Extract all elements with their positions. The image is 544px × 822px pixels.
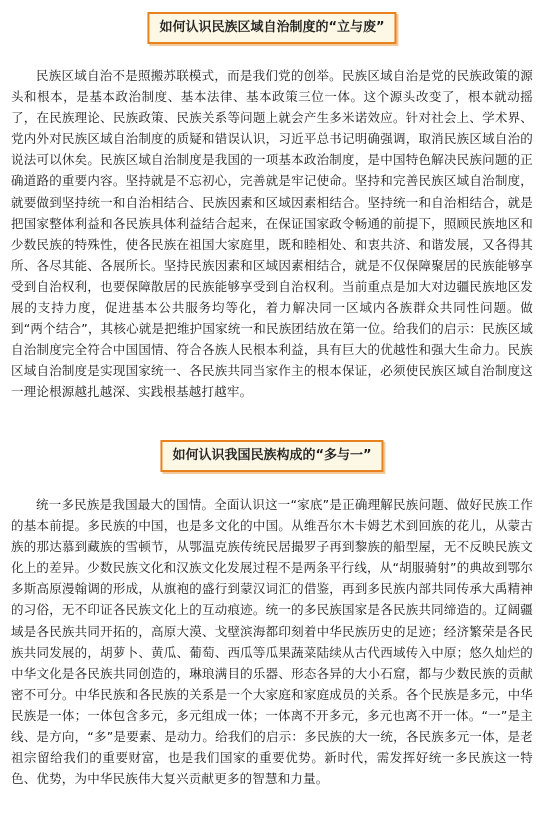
section-title-li-yu-fei: 如何认识民族区域自治制度的“立与废” xyxy=(147,12,396,44)
section-body-li-yu-fei: 民族区域自治不是照搬苏联模式，而是我们党的创举。民族区域自治是党的民族政策的源头和根本，是基本政治制度、基本法律、基本政策三位一体。这个源头改变了，根本就动摇了，在民族理论、民族政策、民族关系等问题上就会产生多米诺效应。针对社会上、学术界、党内外对民族区域自治制度的质疑和错误认识，习近平总书记明确强调，取消民族区域自治的说法可以休矣。民族区域自治制度是我国的一项基本政治制度，是中国特色解决民族问题的正确道路的重要内容。坚持就是不忘初心，完善就是牢记使命。坚持和完善民族区域自治制度，就要做到坚持统一和自治相结合、民族因素和区域因素相结合。坚持统一和自治相结合，就是把国家整体利益和各民族具体利益结合起来，在保证国家政令畅通的前提下，照顾民族地区和少数民族的特殊性，使各民族在祖国大家庭里，既和睦相处、和衷共济、和谐发展，又各得其所、各尽其能、各展所长。坚持民族因素和区域因素相结合，就是不仅保障聚居的民族能够享受到自治权利，也要保障散居的民族能够享受到自治权利。当前重点是加大对边疆民族地区发展的支持力度，促进基本公共服务均等化，着力解决同一区域内各族群众共同性问题。做到“两个结合”，其核心就是把维护国家统一和民族团结放在第一位。给我们的启示：民族区域自治制度完全符合中国国情、符合各族人民根本利益，具有巨大的优越性和强大生命力。民族区域自治制度是实现国家统一、各民族共同当家作主的根本保证，必须使民族区域自治制度这一理论根源越扎越深、实践根基越打越牢。 xyxy=(11,68,533,400)
section-body-duo-yu-yi: 统一多民族是我国最大的国情。全面认识这一“家底”是正确理解民族问题、做好民族工作的基本前提。多民族的中国，也是多文化的中国。从维吾尔木卡姆艺术到回族的花儿，从蒙古族的那达慕到藏族的雪顿节，从鄂温克族传统民居撮罗子再到黎族的船型屋，无不反映民族文化上的差异。少数民族文化和汉族文化发展过程不是两条平行线，从“胡服骑射”的典故到鄂尔多斯高原漫翰调的形成，从旗袍的盛行到蒙汉词汇的借鉴，再到多民族内部共同传承大禹精神的习俗，无不印证各民族文化上的互动痕迹。统一的多民族国家是各民族共同缔造的。辽阔疆域是各民族共同开拓的，高原大漠、戈壁滨海都印刻着中华民族历史的足迹；经济繁荣是各民族共同发展的，胡萝卜、黄瓜、葡萄、西瓜等瓜果蔬菜陆续从古代西域传入中原；悠久灿烂的中华文化是各民族共同创造的，琳琅满目的乐器、形态各异的大小石窟，都与少数民族的贡献密不可分。中华民族和各民族的关系是一个大家庭和家庭成员的关系。各个民族是多元，中华民族是一体；一体包含多元，多元组成一体；一体离不开多元，多元也离不开一体。“一”是主线、是方向，“多”是要素、是动力。给我们的启示：多民族的大一统，各民族多元一体，是老祖宗留给我们的重要财富，也是我们国家的重要优势。新时代，需发挥好统一多民族这一特色、优势，为中华民族伟大复兴贡献更多的智慧和力量。 xyxy=(11,497,533,787)
section-title-duo-yu-yi: 如何认识我国民族构成的“多与一” xyxy=(160,440,383,472)
